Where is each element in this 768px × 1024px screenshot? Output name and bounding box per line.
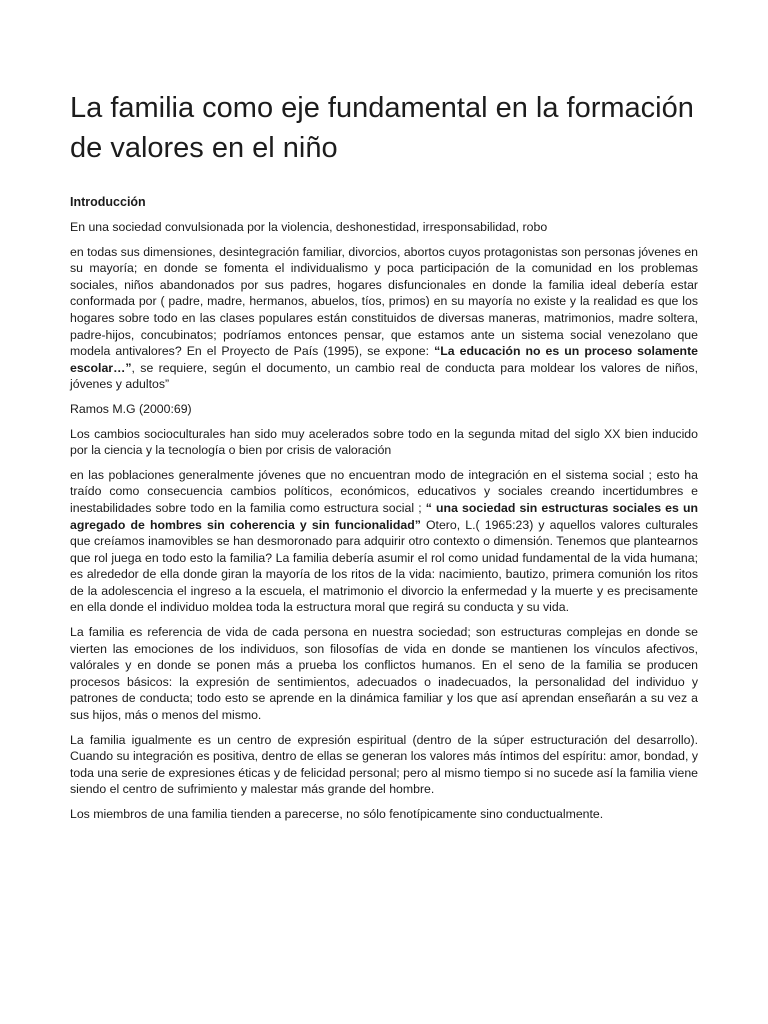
paragraph-5: La familia es referencia de vida de cada persona en nuestra sociedad; son estructuras complejas en donde se vierten las emociones de los individuos, son filosofías de vida en donde se mantienen los vínculos afectivos, valórales y en donde se ponen más a prueba los conflictos humanos. En el seno de la familia se producen procesos básicos: la expresión de sentimientos, adecuados o inadecuados, la personalidad del individuo y patrones de conducta; todo esto se aprende en la dinámica familiar y los que así aprendan enseñarán a su vez a sus hijos, más o menos del mismo. [70, 625, 698, 723]
paragraph-4-part-b: Otero, L.( 1965:23) y aquellos valores culturales que creíamos inamovibles se han desmoronado para adquirir otro contexto o dimensión. Tenemos que plantearnos que rol juega en todo esto la familia? La familia debería asumir el rol como unidad fundamental de la vida humana; es alrededor de ella donde giran la mayoría de los ritos de la vida: nacimiento, bautizo, primera comunión los ritos de la adolescencia el ingreso a la escuela, el matrimonio el divorcio la enfermedad y la muerte y es precisamente en ella donde el individuo moldea toda la estructura moral que regirá su conducta y su vida. [70, 517, 698, 615]
paragraph-7: Los miembros de una familia tienden a parecerse, no sólo fenotípicamente sino conductualmente. [70, 807, 604, 821]
section-heading-introduccion: Introducción [70, 195, 146, 209]
paragraph-6: La familia igualmente es un centro de expresión espiritual (dentro de la súper estructuración del desarrollo). Cuando su integración es positiva, dentro de ellas se generan los valores más íntimos del espíritu: amor, bondad, y toda una serie de expresiones éticas y de felicidad personal; pero al mismo tiempo si no sucede así la familia viene siendo el centro de sufrimiento y malestar más grande del hombre. [70, 732, 698, 797]
document-title: La familia como eje fundamental en la formación de valores en el niño [70, 92, 694, 164]
paragraph-1: En una sociedad convulsionada por la violencia, deshonestidad, irresponsabilidad, robo [70, 220, 548, 234]
paragraph-4-part-a: en las poblaciones generalmente jóvenes que no encuentran modo de integración en el sistema social ; esto ha traído como consecuencia cambios políticos, económicos, educativos y sociales creando incertidumbres e inestabilidades sobre todo en la familia como estructura social ; [70, 467, 698, 515]
paragraph-3: Los cambios socioculturales han sido muy acelerados sobre todo en la segunda mitad del siglo XX bien inducido por la ciencia y la tecnología o bien por crisis de valoración [70, 426, 698, 458]
paragraph-2-bold-quote: “La educación no es un proceso solamente escolar…” [70, 344, 699, 375]
citation-ramos: Ramos M.G (2000:69) [70, 401, 192, 416]
paragraph-4 [70, 467, 698, 616]
paragraph-4-bold-quote: “ una sociedad sin estructuras sociales es un agregado de hombres sin coherencia y sin funcionalidad” [70, 500, 698, 532]
paragraph-2: en todas sus dimensiones, desintegración familiar, divorcios, abortos cuyos protagonistas son personas jóvenes en su mayoría; en donde se fomenta el individualismo y poca participación de la comunidad en los problemas sociales, niños abandonados por sus padres, hogares disfuncionales en donde la familia ideal debería estar conformada por ( padre, madre, hermanos, abuelos, tíos, primos) en su mayoría no existe y la realidad es que los hogares sobre todo en las clases populares están constituidos de diversas maneras, matrimonios, madre soltera, padre-hijos, concubinatos; podríamos entonces pensar, que estamos ante un sistema social venezolano que modela antivalores? En el Proyecto de País (1995), se expone: “La educación no es un proceso solamente escolar…”, se requiere, según el documento, un cambio real de conducta para moldear los valores de niños, jóvenes y adultos” [70, 244, 699, 392]
